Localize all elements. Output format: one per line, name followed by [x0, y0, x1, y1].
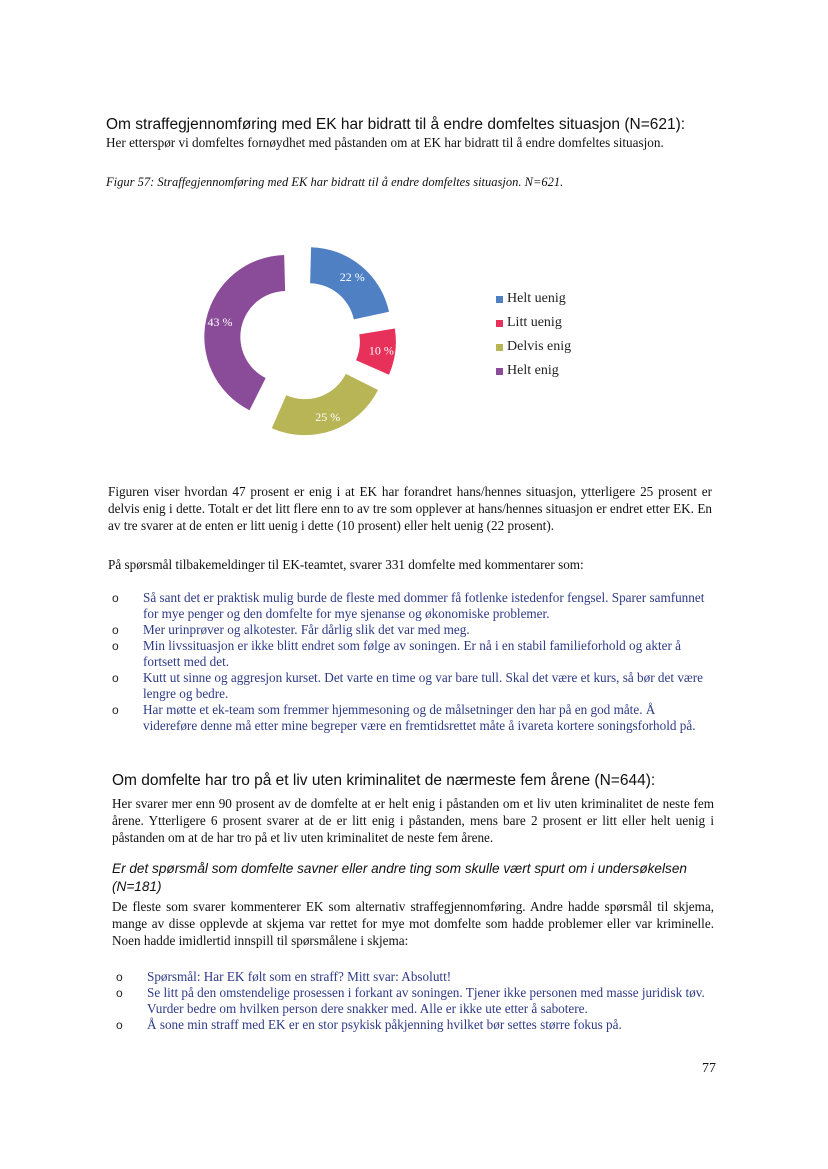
legend-label: Helt enig — [507, 363, 559, 378]
comment-text: Å sone min straff med EK er en stor psykisk påkjenning hvilket bør settes større fokus på. — [147, 1017, 622, 1032]
comment-text: Så sant det er praktisk mulig burde de fleste med dommer få fotlenke istedenfor fengsel. Sparer samfunnet for mye penger og den domfelte for mye sjenanse og økonomiske problemer. — [143, 590, 705, 621]
body-paragraph-survey: De fleste som svarer kommenterer EK som alternativ straffegjennomføring. Andre hadde spørsmål til skjema, mange av disse opplevde at skjema var rettet for mye mot domfelte som hadde problemer eller var kriminelle. Noen hadde imidlertid innspill til spørsmålene i skjema: — [112, 899, 714, 948]
bullet-marker: o — [116, 970, 123, 984]
body-paragraph-crime-free: Her svarer mer enn 90 prosent av de domfelte at er helt enig i påstanden om et liv uten kriminalitet de neste fem årene. Ytterligere 6 prosent svarer at de er litt enig i påstanden, mens bare 2 prosent er litt eller helt uenig i påstanden om at de har tro på et liv uten kriminalitet de neste fem årene. — [112, 796, 714, 845]
bullet-marker: o — [112, 591, 119, 605]
section-heading-ek-situation: Om straffegjennomføring med EK har bidratt til å endre domfeltes situasjon (N=621): — [106, 116, 686, 133]
bullet-marker: o — [112, 671, 119, 685]
bullet-marker: o — [112, 639, 119, 653]
slice-value-label: 22 % — [339, 269, 365, 284]
legend-item-helt-uenig — [496, 287, 571, 311]
chart-legend — [496, 287, 571, 383]
list-item — [112, 702, 712, 734]
legend-swatch-purple — [496, 368, 503, 375]
bullet-marker: o — [112, 623, 119, 637]
slice-value-label: 10 % — [368, 343, 394, 358]
comments-list-survey — [116, 969, 712, 1033]
legend-swatch-blue — [496, 296, 503, 303]
list-item — [112, 638, 712, 670]
comment-text: Mer urinprøver og alkotester. Får dårlig slik det var med meg. — [143, 622, 470, 637]
legend-item-litt-uenig — [496, 311, 571, 335]
section-heading-crime-free: Om domfelte har tro på et liv uten kriminalitet de nærmeste fem årene (N=644): — [112, 772, 656, 789]
comment-text: Spørsmål: Har EK følt som en straff? Mitt svar: Absolutt! — [147, 969, 452, 984]
slice-value-label: 25 % — [315, 410, 341, 425]
comments-list-ek-team — [112, 590, 712, 734]
legend-item-helt-enig — [496, 359, 571, 383]
legend-label: Delvis enig — [507, 339, 572, 354]
comment-text: Har møtte et ek-team som fremmer hjemmesoning og de målsetninger den har på en god måte. Å videreføre denne må etter mine begreper være en fremtidsrettet måte å ivareta kortere soningsforhold på. — [143, 702, 696, 733]
list-item — [112, 590, 712, 622]
legend-swatch-olive — [496, 344, 503, 351]
page-number: 77 — [702, 1061, 716, 1076]
list-item — [116, 969, 712, 985]
legend-label: Helt uenig — [507, 291, 566, 306]
bullet-marker: o — [116, 986, 123, 1000]
bullet-marker: o — [116, 1018, 123, 1032]
list-item — [112, 670, 712, 702]
donut-chart — [160, 215, 440, 465]
section-intro: Her etterspør vi domfeltes fornøydhet med påstanden om at EK har bidratt til å endre domfeltes situasjon. — [106, 135, 664, 150]
comment-text: Se litt på den omstendelige prosessen i forkant av soningen. Tjener ikke personen med masse juridisk tøv. Vurder bedre om hvilken person dere snakker med. Alle er ikke ute etter å sabotere. — [147, 985, 705, 1016]
list-item — [116, 985, 712, 1017]
comment-text: Kutt ut sinne og aggresjon kurset. Det varte en time og var bare tull. Skal det være et kurs, så bør det være lengre og bedre. — [143, 670, 703, 701]
bullet-marker: o — [112, 703, 119, 717]
comments-intro: På spørsmål tilbakemeldinger til EK-teamtet, svarer 331 domfelte med kommentarer som: — [108, 557, 584, 572]
slice-helt-enig — [204, 255, 285, 410]
list-item — [112, 622, 712, 638]
slice-delvis-enig — [272, 374, 378, 435]
slice-value-label: 43 % — [207, 315, 233, 330]
figure-caption: Figur 57: Straffegjennomføring med EK har bidratt til å endre domfeltes situasjon. N=621. — [106, 175, 564, 189]
legend-item-delvis-enig — [496, 335, 571, 359]
body-paragraph-figure: Figuren viser hvordan 47 prosent er enig i at EK har forandret hans/hennes situasjon, ytterligere 25 prosent er delvis enig i dette. Totalt er det litt flere enn to av tre som opplever at hans/hennes situasjon er endret etter EK. En av tre svarer at de enten er litt uenig i dette (10 prosent) eller helt uenig (22 prosent). — [108, 484, 712, 533]
legend-label: Litt uenig — [507, 315, 562, 330]
comment-text: Min livssituasjon er ikke blitt endret som følge av soningen. Er nå i en stabil familieforhold og akter å fortsett med det. — [143, 638, 682, 669]
list-item — [116, 1017, 712, 1033]
legend-swatch-red — [496, 320, 503, 327]
survey-question-heading: Er det spørsmål som domfelte savner eller andre ting som skulle vært spurt om i undersøkelsen (N=181) — [112, 861, 687, 894]
